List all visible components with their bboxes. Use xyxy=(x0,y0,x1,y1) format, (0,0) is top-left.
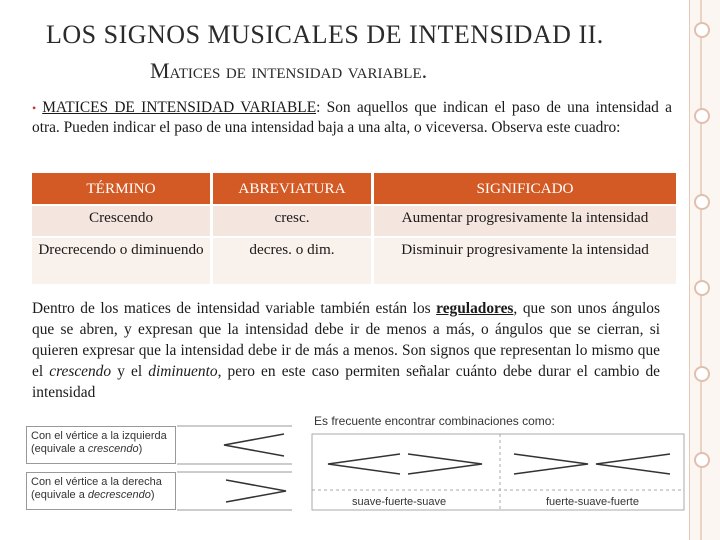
hairpin-pair-2 xyxy=(514,454,670,474)
label-text: (equivale a xyxy=(31,489,88,501)
decorative-border xyxy=(689,0,720,540)
intro-term: MATICES DE INTENSIDAD VARIABLE xyxy=(42,99,317,116)
body-text-4: , pero en este caso permiten señalar cuánto debe durar el cambio de intensidad xyxy=(32,363,660,401)
label-italic: crescendo xyxy=(87,443,139,455)
body-text-3: y el xyxy=(111,363,149,380)
decrescendo-hairpin xyxy=(226,480,286,502)
decorative-circle xyxy=(694,194,710,210)
table-row xyxy=(32,204,676,236)
decorative-circle xyxy=(694,452,710,468)
figure-heading: Es frecuente encontrar combinaciones como: xyxy=(314,414,555,428)
label-text: ) xyxy=(150,489,155,501)
label-text: Con el vértice a la derecha xyxy=(31,476,162,488)
crescendo-hairpin xyxy=(224,434,284,456)
label-text: Con el vértice a la izquierda xyxy=(31,430,167,442)
cell-abreviatura: cresc. xyxy=(213,204,374,236)
decorative-circle xyxy=(694,22,710,38)
bullet-icon: • xyxy=(32,101,37,115)
decorative-circle xyxy=(694,366,710,382)
table-row xyxy=(32,236,676,284)
header-significado: SIGNIFICADO xyxy=(374,173,676,204)
label-italic: decrescendo xyxy=(87,489,151,501)
label-text: (equivale a xyxy=(31,443,88,455)
decorative-circle xyxy=(694,108,710,124)
body-italic-2: diminuento xyxy=(148,363,218,380)
intro-paragraph xyxy=(32,98,672,137)
matices-table xyxy=(32,173,676,284)
body-bold-term: reguladores xyxy=(436,300,514,317)
body-paragraph xyxy=(32,298,660,403)
reguladores-figure xyxy=(22,410,688,516)
body-text-1: Dentro de los matices de intensidad variable también están los xyxy=(32,300,437,317)
table-header-row xyxy=(32,173,676,204)
cell-termino: Drecrecendo o diminuendo xyxy=(32,236,213,284)
header-abreviatura: ABREVIATURA xyxy=(213,173,374,204)
body-text-2: , que son unos ángulos que se abren, y expresan que la intensidad debe ir de menos a más, o ángulos que se cierran, si quieren expresar que la intensidad debe ir de más a menos. Son signos que representan lo mismo que el xyxy=(32,300,660,380)
title-line-2: Matices de intensidad variable. xyxy=(150,58,428,83)
cell-significado: Aumentar progresivamente la intensidad xyxy=(374,204,676,236)
caption-suave-fuerte-suave: suave-fuerte-suave xyxy=(352,496,447,508)
title-line-1: LOS SIGNOS MUSICALES DE INTENSIDAD II. xyxy=(46,20,604,49)
cell-abreviatura: decres. o dim. xyxy=(213,236,374,284)
hairpin-pair-1 xyxy=(328,454,482,474)
body-italic-1: crescendo xyxy=(49,363,112,380)
cell-significado: Disminuir progresivamente la intensidad xyxy=(374,236,676,284)
caption-fuerte-suave-fuerte: fuerte-suave-fuerte xyxy=(546,496,639,508)
header-termino: TÉRMINO xyxy=(32,173,213,204)
decorative-circle xyxy=(694,280,710,296)
cell-termino: Crescendo xyxy=(32,204,213,236)
intro-text: : Son aquellos que indican el paso de una intensidad a otra. Pueden indicar el paso de una intensidad baja a una alta, o viceversa. Observa este cuadro: xyxy=(32,99,672,136)
label-text: ) xyxy=(138,443,143,455)
